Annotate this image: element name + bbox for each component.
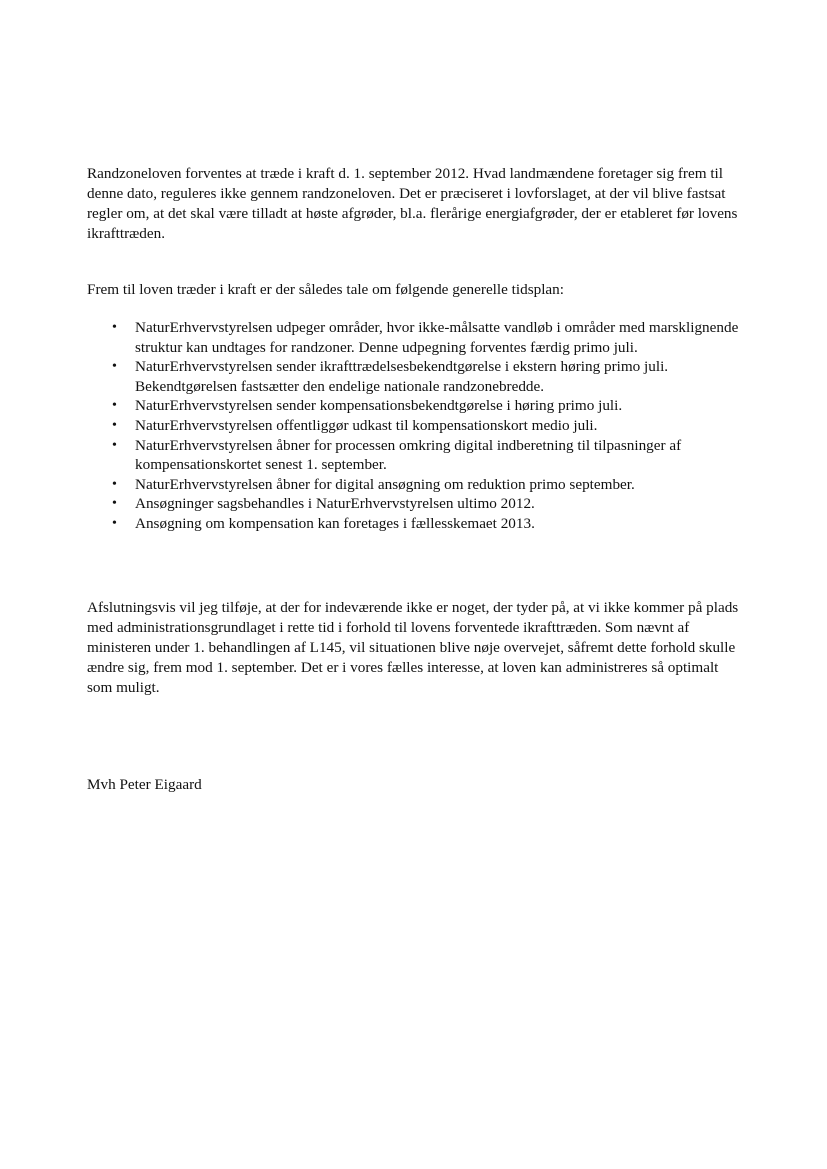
list-item-text: Ansøgninger sagsbehandles i NaturErhvervstyrelsen ultimo 2012. [135,495,535,513]
list-item-text: Ansøgning om kompensation kan foretages i fællesskemaet 2013. [135,514,535,532]
bullet-icon: • [112,496,117,512]
list-item-text: NaturErhvervstyrelsen åbner for processen omkring digital indberetning til tilpasninger af kompensationskortet senest 1. september. [135,436,682,474]
timeline-intro-paragraph: Frem til loven træder i kraft er der således tale om følgende generelle tidsplan: [87,281,564,298]
bullet-icon: • [112,359,117,375]
list-item [110,318,750,357]
list-item [110,514,750,534]
list-item-text: NaturErhvervstyrelsen sender kompensationsbekendtgørelse i høring primo juli. [135,397,623,415]
list-item [110,416,750,436]
list-item [110,475,750,495]
list-item [110,494,750,514]
bullet-icon: • [112,515,117,531]
list-item-text: NaturErhvervstyrelsen åbner for digital ansøgning om reduktion primo september. [135,475,635,493]
bullet-icon: • [112,398,117,414]
bullet-icon: • [112,476,117,492]
signature: Mvh Peter Eigaard [87,776,202,793]
list-item [110,396,750,416]
list-item-text: NaturErhvervstyrelsen sender ikrafttrædelsesbekendtgørelse i ekstern høring primo juli. Bekendtgørelsen fastsætter den endelige nationale randzonebredde. [135,358,669,395]
list-item-text: NaturErhvervstyrelsen udpeger områder, hvor ikke-målsatte vandløb i områder med marsklignende struktur kan undtages for randzoner. Denne udpegning forventes færdig primo juli. [135,319,739,356]
bullet-icon: • [112,320,117,335]
bullet-icon: • [112,417,117,433]
closing-paragraph: Afslutningsvis vil jeg tilføje, at der for indeværende ikke er noget, der tyder på, at vi ikke kommer på plads med administrationsgrundlaget i rette tid i forhold til lovens forventede ikrafttræden. Som nævnt af ministeren under 1. behandlingen af L145, vil situationen blive nøje overvejet, såfremt dette forhold skulle ændre sig, frem mod 1. september. Det er i vores fælles interesse, at loven kan administreres så optimalt som muligt. [87,599,739,696]
list-item [110,357,750,396]
timeline-list [110,318,750,534]
list-item-text: NaturErhvervstyrelsen offentliggør udkast til kompensationskort medio juli. [135,416,598,434]
bullet-icon: • [112,437,117,453]
intro-paragraph: Randzoneloven forventes at træde i kraft d. 1. september 2012. Hvad landmændene foretager sig frem til denne dato, reguleres ikke gennem randzoneloven. Det er præciseret i lovforslaget, at der vil blive fastsat regler om, at det skal være tilladt at høste afgrøder, bl.a. flerårige energiafgrøder, der er etableret før lovens ikrafttræden. [87,165,738,242]
list-item [110,436,750,475]
